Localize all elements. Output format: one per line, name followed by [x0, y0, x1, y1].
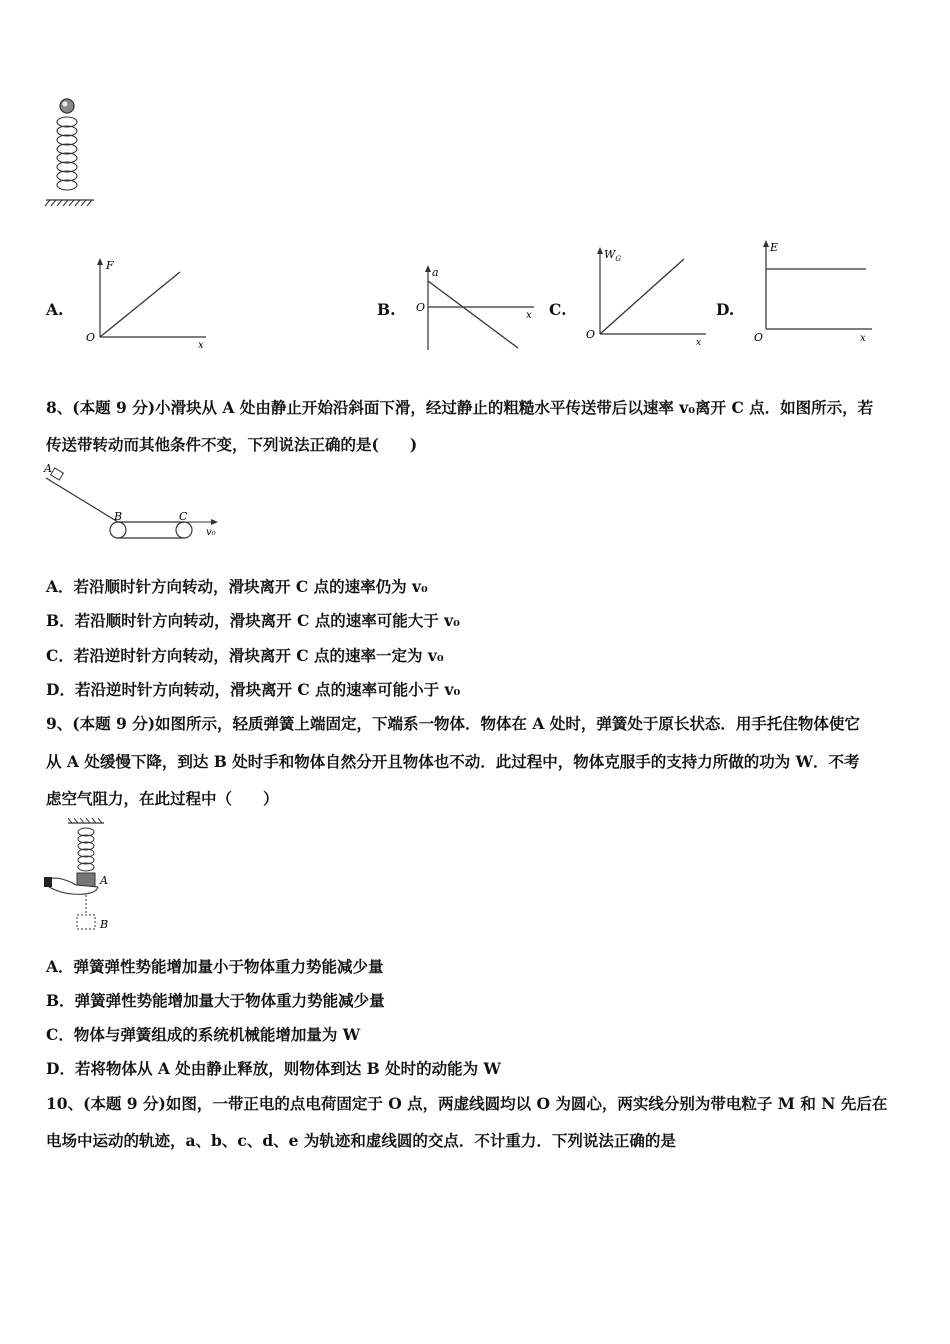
q8-label-v: v₀: [206, 527, 216, 538]
q9-option-a[interactable]: A．弹簧弹性势能增加量小于物体重力势能减少量: [46, 957, 384, 976]
q8-figure-conveyor: [42, 460, 232, 545]
graph-c-ylabel: W: [604, 248, 616, 261]
q8-stem-line2: 传送带转动而其他条件不变，下列说法正确的是( ): [46, 435, 418, 454]
graph-d-ylabel: E: [770, 241, 779, 254]
graph-b-ylabel: a: [432, 266, 439, 279]
q8-option-b[interactable]: B．若沿顺时针方向转动，滑块离开 C 点的速率可能大于 v₀: [46, 611, 460, 630]
q8-stem-line1: 8、(本题 9 分)小滑块从 A 处由静止开始沿斜面下滑，经过静止的粗糙水平传送带后以速率 v₀离开 C 点．如图所示，若: [46, 398, 874, 417]
q9-option-d[interactable]: D．若将物体从 A 处由静止释放，则物体到达 B 处时的动能为 W: [46, 1059, 501, 1078]
q8-option-c[interactable]: C．若沿逆时针方向转动，滑块离开 C 点的速率一定为 v₀: [46, 646, 444, 665]
option-b-label: B.: [377, 300, 396, 319]
option-c-label: C.: [549, 300, 567, 319]
q9-option-c[interactable]: C．物体与弹簧组成的系统机械能增加量为 W: [46, 1025, 361, 1044]
q10-stem-line1: 10、(本题 9 分)如图，一带正电的点电荷固定于 O 点，两虚线圆均以 O 为圆心，两实线分别为带电粒子 M 和 N 先后在: [46, 1094, 888, 1113]
graph-a-origin: O: [86, 331, 96, 344]
graph-a: [82, 255, 212, 350]
q9-figure-spring-hand: [42, 815, 132, 940]
q8-option-a[interactable]: A．若沿顺时针方向转动，滑块离开 C 点的速率仍为 v₀: [46, 577, 428, 596]
graph-b-xlabel: x: [526, 310, 532, 321]
svg-text:WG: [604, 248, 621, 263]
graph-c: [582, 244, 712, 354]
q9-label-a: A: [100, 874, 108, 887]
q9-stem-line3: 虑空气阻力，在此过程中（ ）: [46, 789, 279, 808]
graph-b-origin: O: [416, 301, 426, 314]
option-a-label: A.: [46, 300, 64, 319]
spring-ball-figure: [40, 92, 100, 212]
option-d-label: D.: [716, 300, 735, 319]
graph-b: [410, 262, 540, 354]
q9-label-b: B: [100, 918, 109, 931]
q10-stem-line2: 电场中运动的轨迹，a、b、c、d、e 为轨迹和虚线圆的交点．不计重力．下列说法正确的是: [46, 1131, 676, 1150]
graph-d-xlabel: x: [860, 333, 866, 344]
q9-stem-line1: 9、(本题 9 分)如图所示，轻质弹簧上端固定，下端系一物体．物体在 A 处时，弹簧处于原长状态．用手托住物体使它: [46, 714, 860, 733]
graph-a-xlabel: x: [198, 340, 204, 350]
q9-stem-line2: 从 A 处缓慢下降，到达 B 处时手和物体自然分开且物体也不动．此过程中，物体克服手的支持力所做的功为 W．不考: [46, 752, 860, 771]
q9-option-b[interactable]: B．弹簧弹性势能增加量大于物体重力势能减少量: [46, 991, 385, 1010]
graph-d-origin: O: [754, 331, 764, 344]
q8-label-a: A: [44, 462, 52, 475]
q8-label-b: B: [114, 510, 123, 523]
graph-c-ylabel-sub: G: [615, 255, 621, 263]
q8-option-d[interactable]: D．若沿逆时针方向转动，滑块离开 C 点的速率可能小于 v₀: [46, 680, 461, 699]
graph-d: [748, 237, 878, 345]
graph-c-xlabel: x: [696, 338, 702, 348]
graph-a-ylabel: F: [106, 259, 114, 272]
graph-c-origin: O: [586, 328, 596, 341]
q8-label-c: C: [179, 510, 188, 523]
